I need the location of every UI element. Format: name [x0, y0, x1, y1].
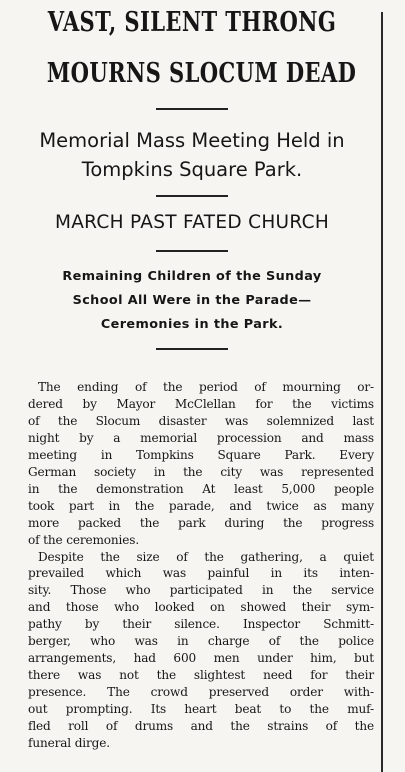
- deck-3-line-1: Remaining Children of the Sunday: [62, 269, 322, 284]
- body-line: funeral dirge.: [28, 735, 110, 750]
- body-line: presence. The crowd preserved order with-: [28, 685, 374, 700]
- deck-3-line-3: Ceremonies in the Park.: [100, 317, 284, 332]
- body-line: more packed the park during the progress: [28, 515, 374, 530]
- deck-1-divider: [156, 195, 228, 197]
- headline-divider: [156, 108, 228, 110]
- headline-line-2: MOURNS SLOCUM DEAD: [46, 58, 357, 89]
- body-line: pathy by their silence. Inspector Schmitt-: [28, 617, 374, 632]
- deck-3-divider: [156, 348, 228, 350]
- body-line: Despite the size of the gathering, a quiet: [38, 549, 374, 564]
- body-line: out prompting. Its heart beat to the muf-: [28, 702, 374, 717]
- body-line: and those who looked on showed their sym-: [28, 600, 374, 615]
- body-line: took part in the parade, and twice as many: [28, 498, 374, 513]
- headline-line-1: VAST, SILENT THRONG: [47, 7, 337, 38]
- deck-2: MARCH PAST FATED CHURCH: [54, 212, 330, 233]
- body-line: The ending of the period of mourning or-: [38, 380, 374, 394]
- body-line: of the Slocum disaster was solemnized last: [28, 413, 374, 428]
- column-rule: [381, 12, 383, 772]
- body-line: berger, who was in charge of the police: [28, 634, 374, 649]
- body-line: there was not the slightest need for their: [28, 668, 374, 683]
- deck-2-divider: [156, 250, 228, 252]
- body-line: in the demonstration At least 5,000 people: [28, 481, 374, 496]
- body-line: of the ceremonies.: [28, 532, 140, 547]
- body-line: prevailed which was painful in its inten-: [28, 566, 374, 581]
- body-line: fled roll of drums and the strains of the: [28, 719, 374, 733]
- body-line: German society in the city was represented: [28, 464, 374, 479]
- deck-3-line-2: School All Were in the Parade—: [72, 293, 312, 308]
- article-column: [6, 0, 378, 772]
- body-line: meeting in Tompkins Square Park. Every: [28, 447, 374, 462]
- deck-1-line-2: Tompkins Square Park.: [81, 158, 303, 181]
- body-line: arrangements, had 600 men under him, but: [28, 651, 374, 666]
- deck-1-line-1: Memorial Mass Meeting Held in: [39, 129, 345, 152]
- body-line: sity. Those who participated in the service: [28, 583, 374, 598]
- body-line: dered by Mayor McClellan for the victims: [28, 396, 374, 411]
- body-line: night by a memorial procession and mass: [28, 430, 374, 445]
